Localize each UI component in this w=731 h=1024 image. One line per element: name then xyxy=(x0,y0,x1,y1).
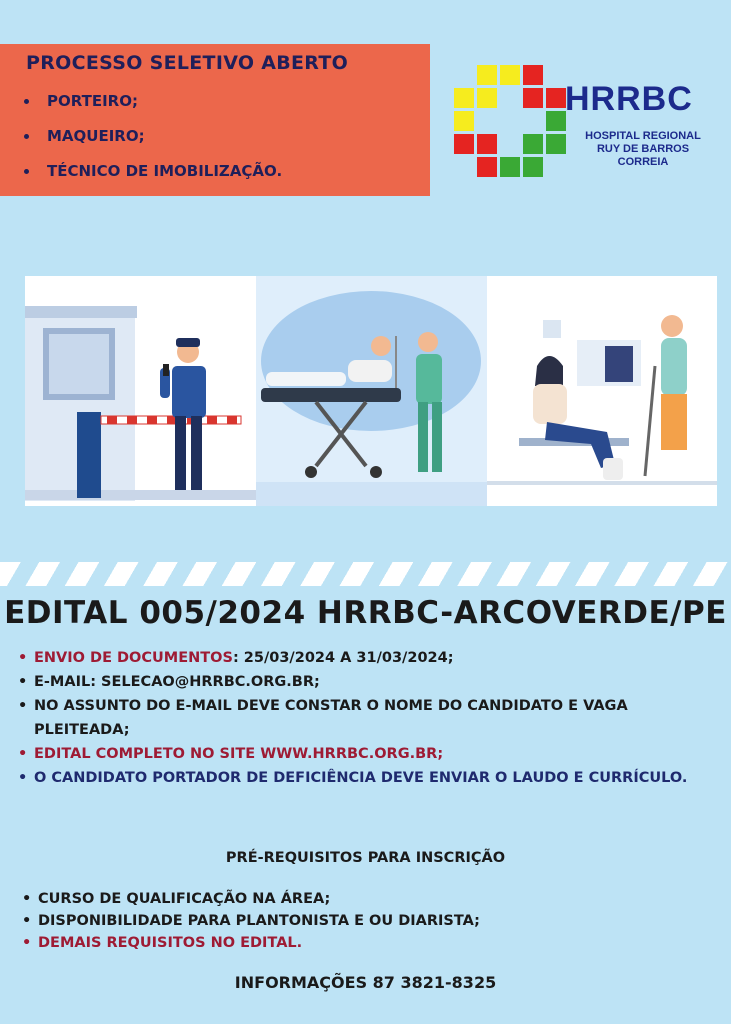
bullet-icon xyxy=(24,99,29,104)
logo-name: HRRBC xyxy=(565,80,693,118)
immobilization-illustration xyxy=(487,276,717,506)
list-item: • NO ASSUNTO DO E-MAIL DEVE CONSTAR O NOME DO CANDIDATO E VAGA PLEITEADA; xyxy=(16,696,716,741)
positions-list xyxy=(24,90,282,195)
divider-stripe xyxy=(0,562,731,586)
list-item: • ENVIO DE DOCUMENTOS: 25/03/2024 A 31/03/2024; xyxy=(16,648,716,669)
requirements-list xyxy=(20,889,700,954)
contact-info: INFORMAÇÕES 87 3821-8325 xyxy=(234,973,497,992)
list-item: • CURSO DE QUALIFICAÇÃO NA ÁREA; xyxy=(20,889,700,910)
stretcher-illustration xyxy=(256,276,487,506)
list-item: • DISPONIBILIDADE PARA PLANTONISTA E OU DIARISTA; xyxy=(20,911,700,932)
list-item: • DEMAIS REQUISITOS NO EDITAL. xyxy=(20,933,700,954)
list-item: • O CANDIDATO PORTADOR DE DEFICIÊNCIA DEVE ENVIAR O LAUDO E CURRÍCULO. xyxy=(16,768,716,789)
list-item: • E-MAIL: SELECAO@HRRBC.ORG.BR; xyxy=(16,672,716,693)
position-item: TÉCNICO DE IMOBILIZAÇÃO. xyxy=(24,160,282,195)
bullet-icon xyxy=(24,169,29,174)
position-item: MAQUEIRO; xyxy=(24,125,282,160)
page-title: PROCESSO SELETIVO ABERTO xyxy=(26,52,349,74)
logo-mosaic-icon xyxy=(452,62,567,177)
edital-title: EDITAL 005/2024 HRRBC-ARCOVERDE/PE xyxy=(4,595,727,631)
list-item: • EDITAL COMPLETO NO SITE WWW.HRRBC.ORG.BR; xyxy=(16,744,716,765)
requirements-title: PRÉ-REQUISITOS PARA INSCRIÇÃO xyxy=(225,850,506,866)
doorman-illustration xyxy=(25,276,256,506)
edital-list xyxy=(16,648,716,789)
logo-subtitle: HOSPITAL REGIONAL RUY DE BARROS CORREIA xyxy=(585,130,701,168)
position-item: PORTEIRO; xyxy=(24,90,282,125)
bullet-icon xyxy=(24,134,29,139)
hospital-logo xyxy=(452,62,722,182)
